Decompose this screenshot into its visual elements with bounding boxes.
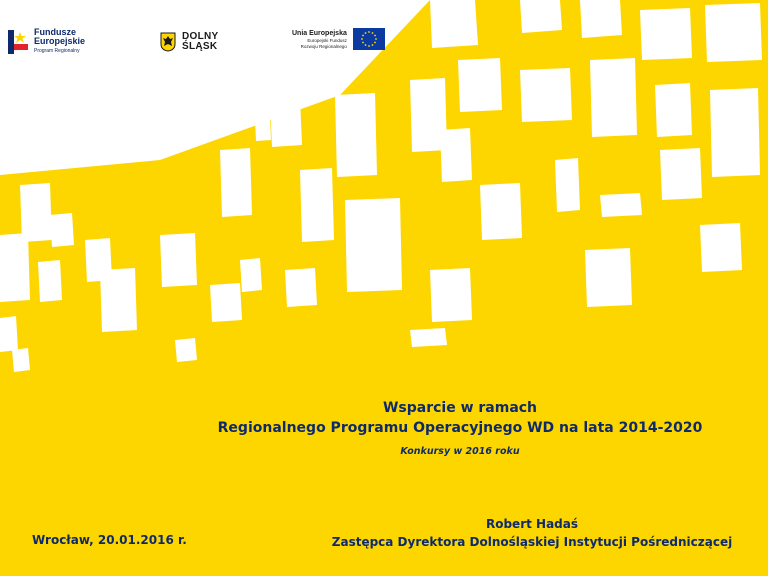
dolny-slask-logo (160, 32, 219, 52)
presentation-date: Wrocław, 20.01.2016 r. (32, 533, 187, 547)
author-block (322, 515, 742, 551)
author-name: Robert Hadaś (485, 517, 578, 531)
eu-flag-icon (353, 28, 385, 50)
fundusze-line1: Fundusze (34, 27, 76, 37)
subtitle: Konkursy w 2016 roku (400, 446, 520, 457)
dolny-slask-line2: ŚLĄSK (182, 41, 218, 52)
title-line2: Regionalnego Programu Operacyjnego WD na lata 2014-2020 (217, 420, 703, 436)
fundusze-europejskie-logo (8, 28, 85, 56)
fundusze-line3: Program Regionalny (34, 48, 80, 54)
unia-line2: Europejski Fundusz (307, 37, 347, 43)
unia-line1: Unia Europejska (292, 29, 347, 37)
unia-line3: Rozwoju Regionalnego (300, 43, 347, 49)
author-role: Zastępca Dyrektora Dolnośląskiej Instytucji Pośredniczącej (331, 535, 733, 549)
fundusze-line2: Europejskie (34, 36, 86, 46)
title-block (160, 398, 760, 457)
unia-europejska-logo (292, 28, 385, 50)
dolny-slask-line1: DOLNY (182, 31, 219, 42)
fundusze-star-icon (8, 30, 28, 54)
title-line1: Wsparcie w ramach (382, 400, 538, 416)
eagle-crest-icon (160, 32, 176, 52)
